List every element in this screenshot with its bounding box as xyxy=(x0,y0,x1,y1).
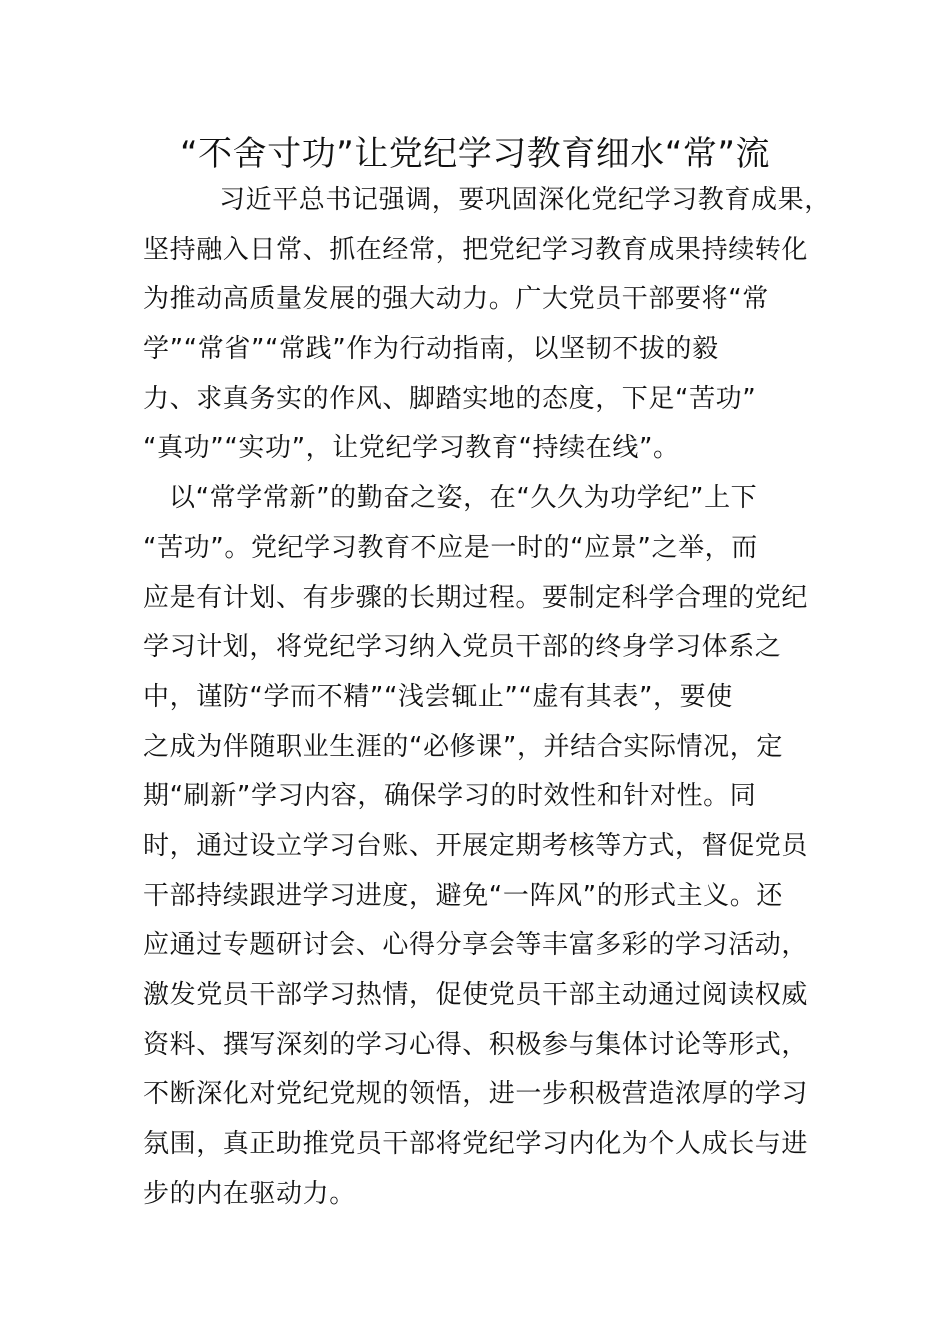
paragraph-2-line-3: 应是有计划、有步骤的长期过程。要制定科学合理的党纪 xyxy=(143,582,809,613)
paragraph-2-line-11: 激发党员干部学习热情，促使党员干部主动通过阅读权威 xyxy=(143,980,809,1010)
paragraph-2-line-7: 期“刷新”学习内容，确保学习的时效性和针对性。同 xyxy=(143,781,757,812)
paragraph-2-line-12: 资料、撰写深刻的学习心得、积极参与集体讨论等形式， xyxy=(143,1029,809,1060)
paragraph-2-line-10: 应通过专题研讨会、心得分享会等丰富多彩的学习活动， xyxy=(143,930,809,961)
paragraph-1-line-5: 力、求真务实的作风、脚踏实地的态度，下足“苦功” xyxy=(143,383,757,414)
paragraph-1-line-2: 坚持融入日常、抓在经常，把党纪学习教育成果持续转化 xyxy=(143,234,809,265)
paragraph-2-line-4: 学习计划，将党纪学习纳入党员干部的终身学习体系之 xyxy=(143,632,782,663)
paragraph-2-line-5: 中，谨防“学而不精”“浅尝辄止”“虚有其表”，要使 xyxy=(143,681,733,712)
paragraph-2-line-9: 干部持续跟进学习进度，避免“一阵风”的形式主义。还 xyxy=(143,880,783,911)
paragraph-2-line-2: “苦功”。党纪学习教育不应是一时的“应景”之举，而 xyxy=(143,532,758,563)
paragraph-2-line-14: 氛围，真正助推党员干部将党纪学习内化为个人成长与进 xyxy=(143,1129,809,1160)
paragraph-1-line-6: “真功”“实功”，让党纪学习教育“持续在线”。 xyxy=(143,433,680,464)
paragraph-2-line-1: 以“常学常新”的勤奋之姿，在“久久为功学纪”上下 xyxy=(169,483,758,514)
paragraph-1-line-4: 学”“常省”“常践”作为行动指南，以坚韧不拔的毅 xyxy=(143,334,719,365)
paragraph-1-line-1: 习近平总书记强调，要巩固深化党纪学习教育成果， xyxy=(219,185,831,215)
paragraph-2-line-15: 步的内在驱动力。 xyxy=(143,1178,356,1209)
paragraph-1-line-3: 为推动高质量发展的强大动力。广大党员干部要将“常 xyxy=(143,284,769,315)
document-body xyxy=(143,176,831,1219)
paragraph-2-line-8: 时，通过设立学习台账、开展定期考核等方式，督促党员 xyxy=(143,830,809,861)
paragraph-2-line-6: 之成为伴随职业生涯的“必修课”，并结合实际情况，定 xyxy=(143,731,783,762)
document-title: “不舍寸功”让党纪学习教育细水“常”流 xyxy=(180,134,770,174)
paragraph-2-line-13: 不断深化对党纪党规的领悟，进一步积极营造浓厚的学习 xyxy=(143,1079,809,1110)
